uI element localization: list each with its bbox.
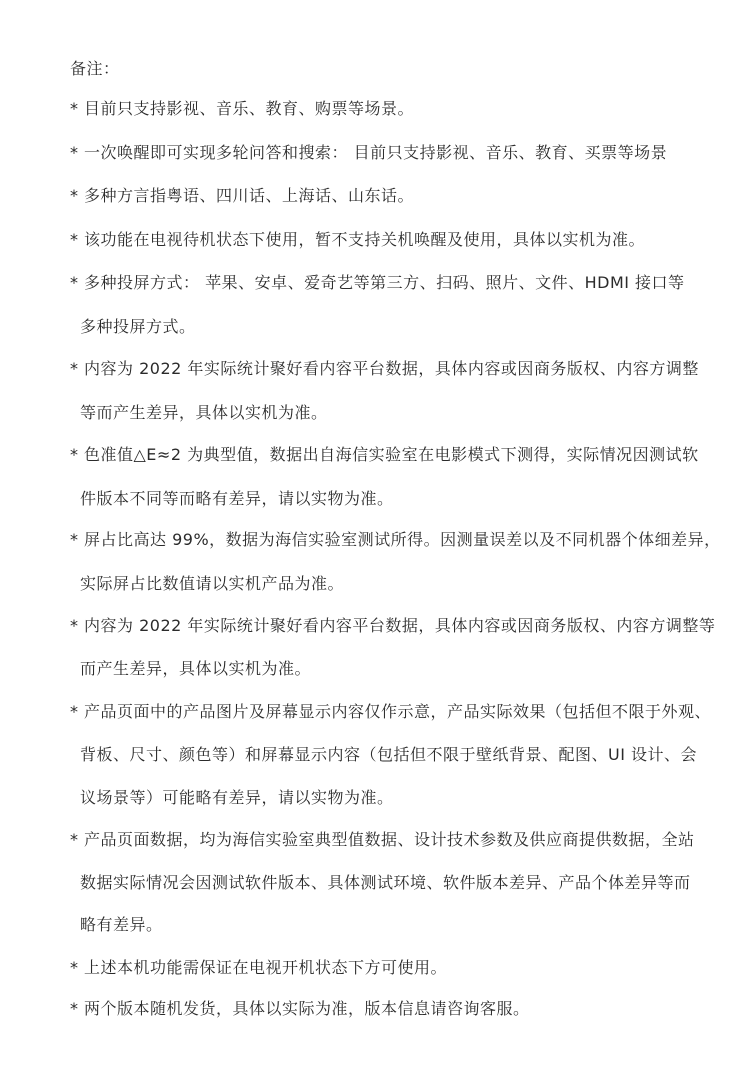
note-5-line-0 [70,357,699,381]
note-9-line-0 [70,700,711,724]
note-6-line-1: 件版本不同等而略有差异，请以实物为准。 [80,489,394,508]
note-3-text: 该功能在电视待机状态下使用，暂不支持关机唤醒及使用，具体以实机为准。 [84,230,646,249]
note-12-text: 两个版本随机发货，具体以实际为准，版本信息请咨询客服。 [84,999,530,1018]
note-11-text: 上述本机功能需保证在电视开机状态下方可使用。 [84,958,448,977]
note-8-line-0 [70,614,715,638]
note-1-line-0 [70,141,667,165]
note-10-text: 产品页面数据，均为海信实验室典型值数据、设计技术参数及供应商提供数据，全站 [84,830,695,849]
note-7-text: 屏占比高达 99%，数据为海信实验室测试所得。因测量误差以及不同机器个体细差异， [84,530,721,549]
note-5-line-1: 等而产生差异，具体以实机为准。 [80,403,328,422]
note-6-line-0 [70,443,699,467]
note-5-text: 内容为 2022 年实际统计聚好看内容平台数据，具体内容或因商务版权、内容方调整 [84,359,699,378]
note-10-line-1: 数据实际情况会因测试软件版本、具体测试环境、软件版本差异、产品个体差异等而 [80,873,691,892]
bullet-marker: * [70,230,79,249]
note-9-line-2: 议场景等）可能略有差异，请以实物为准。 [80,788,394,807]
bullet-marker: * [70,530,79,549]
note-6-text: 色准值△E≈2 为典型值，数据出自海信实验室在电影模式下测得，实际情况因测试软 [84,445,699,464]
note-4-line-0 [70,271,685,295]
bullet-marker: * [70,99,79,118]
note-0-line-0 [70,97,414,121]
note-10-line-2: 略有差异。 [80,915,163,934]
note-0-text: 目前只支持影视、音乐、教育、购票等场景。 [84,99,415,118]
bullet-marker: * [70,445,79,464]
bullet-marker: * [70,143,79,162]
bullet-marker: * [70,616,79,635]
note-4-line-1: 多种投屏方式。 [80,317,196,336]
bullet-marker: * [70,359,79,378]
note-8-line-1: 而产生差异，具体以实机为准。 [80,659,312,678]
note-7-line-0 [70,528,721,552]
page-title: 备注： [70,59,120,78]
note-2-line-0 [70,184,414,208]
bullet-marker: * [70,999,79,1018]
note-9-text: 产品页面中的产品图片及屏幕显示内容仅作示意，产品实际效果（包括但不限于外观、 [84,702,712,721]
note-9-line-1: 背板、尺寸、颜色等）和屏幕显示内容（包括但不限于壁纸背景、配图、UI 设计、会 [80,745,698,764]
bullet-marker: * [70,273,79,292]
note-10-line-0 [70,828,695,852]
note-2-text: 多种方言指粤语、四川话、上海话、山东话。 [84,186,415,205]
note-11-line-0 [70,956,447,980]
bullet-marker: * [70,958,79,977]
bullet-marker: * [70,702,79,721]
note-3-line-0 [70,228,645,252]
bullet-marker: * [70,830,79,849]
note-12-line-0 [70,997,530,1021]
note-1-text: 一次唤醒即可实现多轮问答和搜索： 目前只支持影视、音乐、教育、买票等场景 [84,143,668,162]
note-4-text: 多种投屏方式： 苹果、安卓、爱奇艺等第三方、扫码、照片、文件、HDMI 接口等 [84,273,685,292]
note-8-text: 内容为 2022 年实际统计聚好看内容平台数据，具体内容或因商务版权、内容方调整等 [84,616,716,635]
note-7-line-1: 实际屏占比数值请以实机产品为准。 [80,574,345,593]
bullet-marker: * [70,186,79,205]
